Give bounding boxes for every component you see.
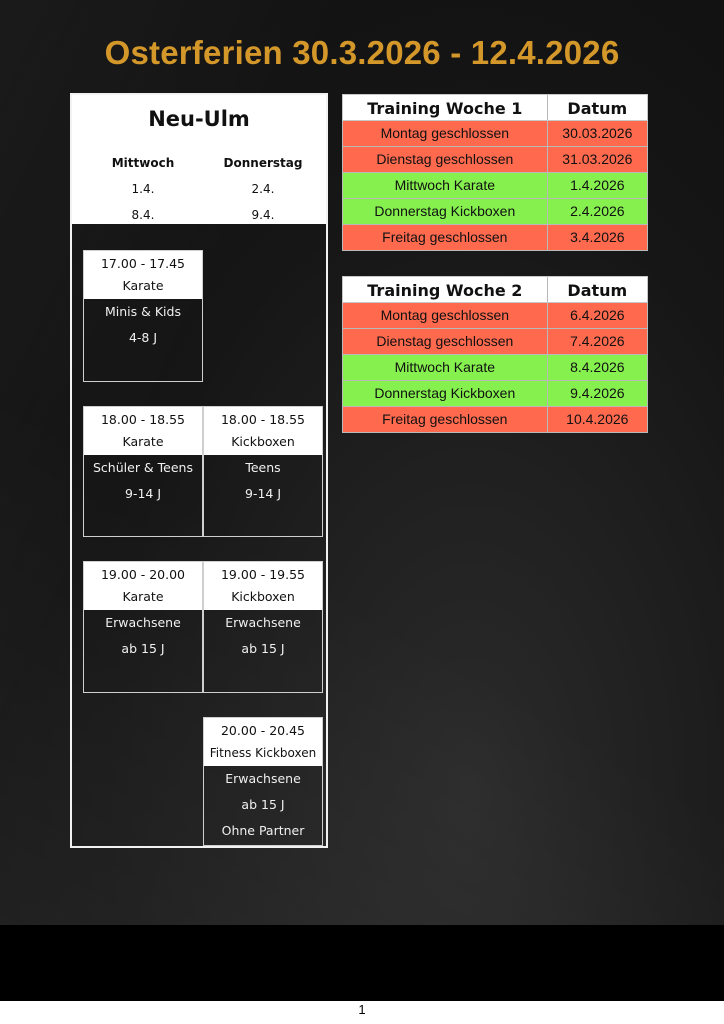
date-wednesday-2: 8.4.	[131, 208, 155, 222]
table-row	[342, 199, 648, 225]
row-date: 31.03.2026	[562, 151, 633, 167]
slot-age: ab 15 J	[241, 641, 285, 656]
table-row	[342, 329, 648, 355]
week-2-table	[342, 276, 648, 433]
table-row	[342, 147, 648, 173]
slot-wed-1800-karate	[83, 406, 203, 537]
row-label: Mittwoch Karate	[343, 355, 548, 380]
row-date: 1.4.2026	[570, 177, 625, 193]
row-date: 6.4.2026	[570, 307, 625, 323]
location-title: Neu-Ulm	[148, 107, 250, 131]
date-thursday-1: 2.4.	[251, 182, 275, 196]
slot-age: ab 15 J	[241, 797, 285, 812]
row-date: 7.4.2026	[570, 333, 625, 349]
day-heading-thursday: Donnerstag	[223, 156, 303, 170]
row-label: Dienstag geschlossen	[343, 147, 548, 172]
slot-group: Teens	[245, 460, 281, 475]
slot-thu-2000-fitness-kickboxen	[203, 717, 323, 846]
table-header	[342, 94, 648, 121]
row-label: Donnerstag Kickboxen	[343, 381, 548, 406]
slot-group: Erwachsene	[225, 615, 301, 630]
row-label: Freitag geschlossen	[343, 225, 548, 250]
row-date: 9.4.2026	[570, 385, 625, 401]
row-label: Dienstag geschlossen	[343, 329, 548, 354]
page-number: 1	[358, 1002, 366, 1017]
footer-band	[0, 925, 724, 1001]
slot-group: Erwachsene	[105, 615, 181, 630]
slot-sport: Karate	[122, 434, 164, 449]
row-date: 3.4.2026	[570, 229, 625, 245]
slot-time: 19.00 - 19.55	[220, 567, 306, 582]
schedule-header	[72, 95, 326, 224]
slot-sport: Fitness Kickboxen	[209, 746, 317, 760]
table-header	[342, 276, 648, 303]
slot-sport: Karate	[122, 589, 164, 604]
slot-age: 9-14 J	[124, 486, 162, 501]
slot-age: 9-14 J	[244, 486, 282, 501]
slot-group: Minis & Kids	[105, 304, 181, 319]
row-label: Montag geschlossen	[343, 121, 548, 146]
table-row	[342, 407, 648, 433]
slot-age: ab 15 J	[121, 641, 165, 656]
row-label: Montag geschlossen	[343, 303, 548, 328]
slot-sport: Kickboxen	[231, 589, 295, 604]
date-header: Datum	[567, 99, 628, 118]
page-title: Osterferien 30.3.2026 - 12.4.2026	[104, 34, 620, 71]
table-row	[342, 121, 648, 147]
schedule-panel	[70, 93, 328, 848]
slot-time: 20.00 - 20.45	[220, 723, 306, 738]
table-row	[342, 225, 648, 251]
slot-time: 18.00 - 18.55	[100, 412, 186, 427]
day-heading-wednesday: Mittwoch	[111, 156, 175, 170]
slot-thu-1800-kickboxen	[203, 406, 323, 537]
slot-age: 4-8 J	[128, 330, 158, 345]
table-row	[342, 381, 648, 407]
date-header: Datum	[567, 281, 628, 300]
row-date: 10.4.2026	[566, 411, 629, 427]
slot-time: 17.00 - 17.45	[100, 256, 186, 271]
table-row	[342, 303, 648, 329]
row-date: 2.4.2026	[570, 203, 625, 219]
week-header: Training Woche 2	[343, 277, 548, 302]
slot-sport: Karate	[122, 278, 164, 293]
row-date: 8.4.2026	[570, 359, 625, 375]
slot-extra: Ohne Partner	[221, 823, 305, 838]
week-header: Training Woche 1	[343, 95, 548, 120]
slot-time: 18.00 - 18.55	[220, 412, 306, 427]
row-label: Donnerstag Kickboxen	[343, 199, 548, 224]
slot-wed-1700-karate	[83, 250, 203, 382]
slot-group: Schüler & Teens	[93, 460, 193, 475]
row-label: Mittwoch Karate	[343, 173, 548, 198]
table-row	[342, 173, 648, 199]
row-label: Freitag geschlossen	[343, 407, 548, 432]
date-thursday-2: 9.4.	[251, 208, 275, 222]
week-1-table	[342, 94, 648, 251]
slot-thu-1900-kickboxen	[203, 561, 323, 693]
row-date: 30.03.2026	[562, 125, 633, 141]
table-row	[342, 355, 648, 381]
slot-time: 19.00 - 20.00	[100, 567, 186, 582]
slot-sport: Kickboxen	[231, 434, 295, 449]
date-wednesday-1: 1.4.	[131, 182, 155, 196]
slot-wed-1900-karate	[83, 561, 203, 693]
slot-group: Erwachsene	[225, 771, 301, 786]
